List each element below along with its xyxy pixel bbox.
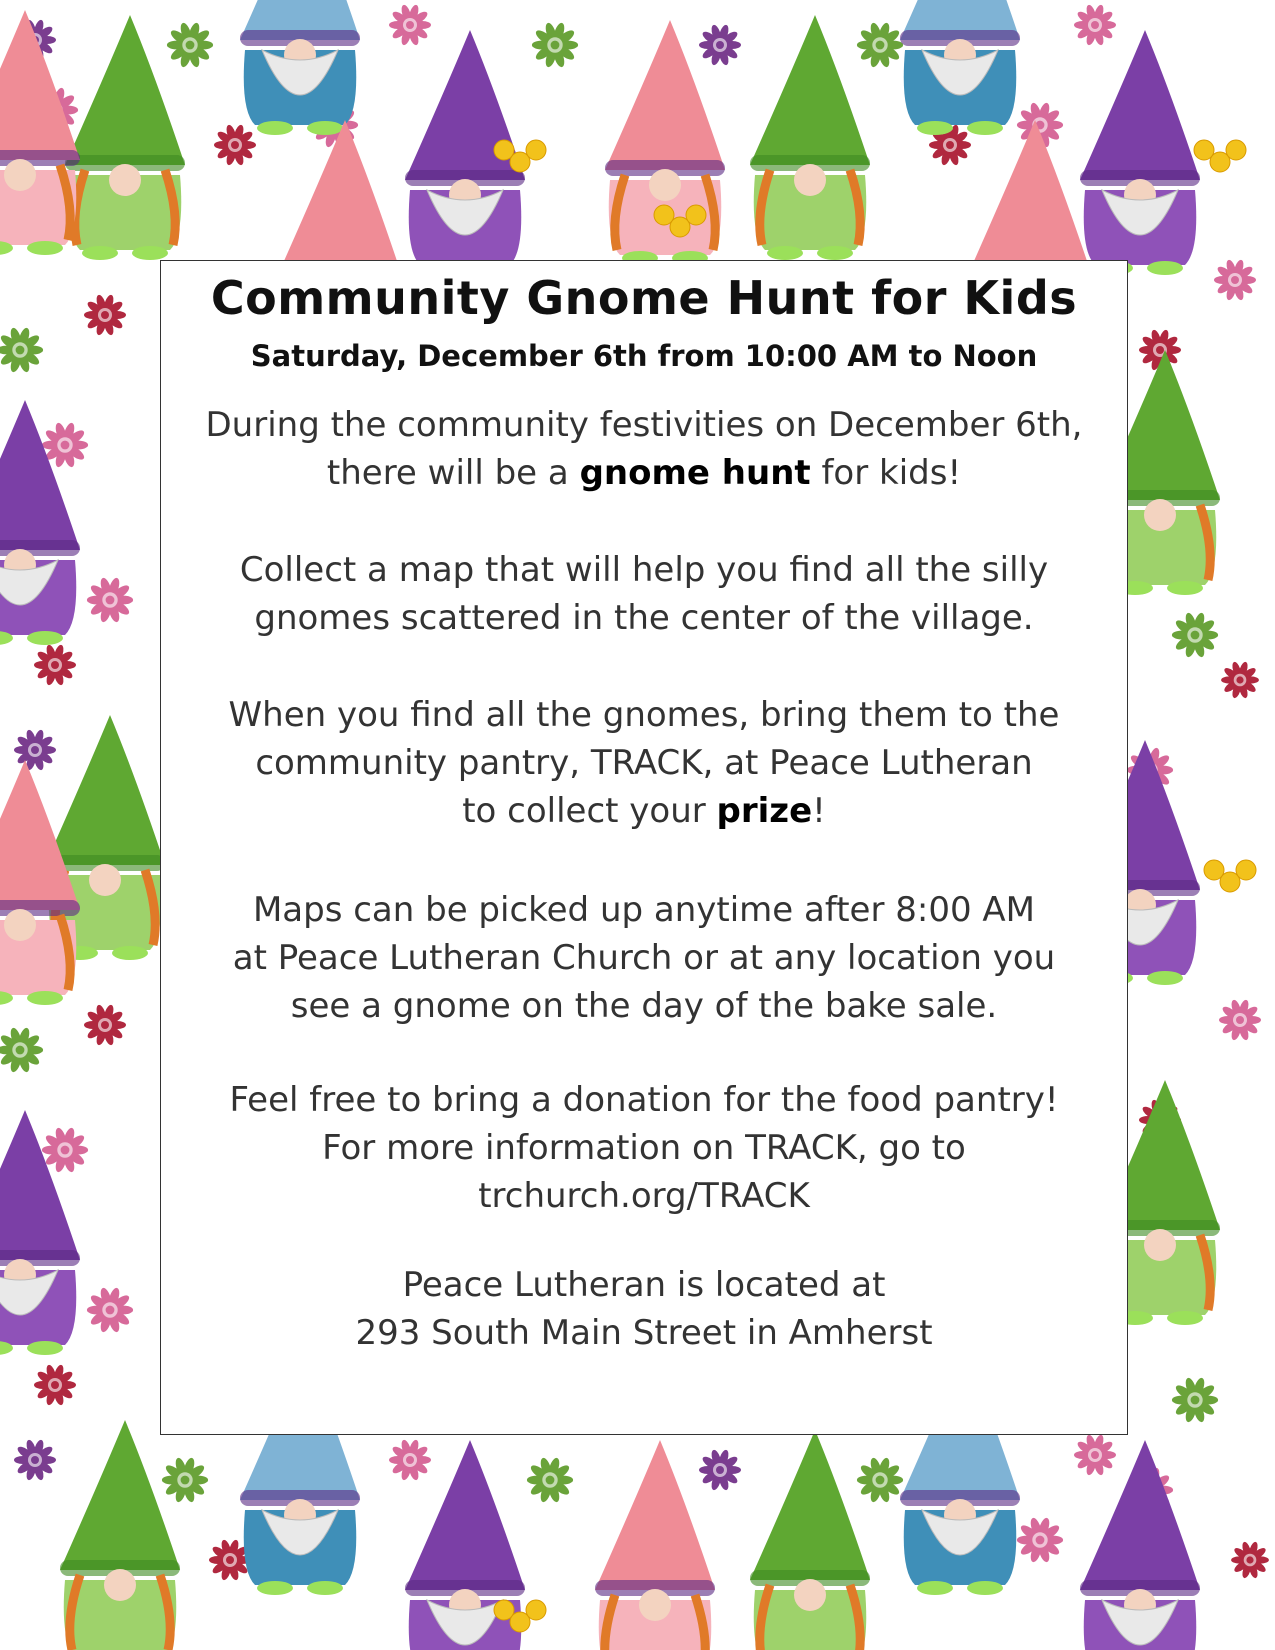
flower-icon <box>857 1457 903 1504</box>
flower-icon <box>1221 661 1259 699</box>
gnome-hunt-emphasis: gnome hunt <box>579 453 811 493</box>
flower-icon <box>162 1457 208 1504</box>
flower-icon <box>699 24 741 66</box>
event-date: Saturday, December 6th from 10:00 AM to Noon <box>250 339 1038 373</box>
gnome-icon <box>750 1430 870 1650</box>
flower-icon <box>1219 999 1261 1041</box>
street-address: 293 South Main Street in Amherst <box>355 1313 933 1353</box>
flower-icon <box>14 729 56 771</box>
intro-paragraph <box>161 401 1127 497</box>
map-paragraph <box>161 546 1127 642</box>
gnome-icon <box>240 0 360 135</box>
gnome-icon <box>0 760 80 1005</box>
flower-icon <box>14 1439 56 1481</box>
prize-line-1: When you find all the gnomes, bring them to the <box>228 695 1060 735</box>
prize-paragraph <box>161 691 1127 835</box>
flower-icon <box>1017 1517 1063 1564</box>
flower-icon <box>532 22 578 69</box>
location-paragraph <box>161 1261 1127 1357</box>
gnome-icon <box>65 15 185 260</box>
flower-icon <box>84 1004 126 1046</box>
gnome-icon <box>595 1440 715 1650</box>
daffodil-icon <box>1194 140 1246 172</box>
flower-icon <box>527 1457 573 1504</box>
flower-icon <box>87 577 133 624</box>
donation-paragraph <box>161 1076 1127 1220</box>
flower-icon <box>389 1439 431 1481</box>
flyer-title: Community Gnome Hunt for Kids <box>210 271 1078 325</box>
location-line-1: Peace Lutheran is located at <box>402 1265 886 1305</box>
flower-icon <box>1214 259 1256 301</box>
prize-line-3: to collect your prize! <box>462 791 826 831</box>
flower-icon <box>857 22 903 69</box>
intro-line-1: During the community festivities on December 6th, <box>205 405 1083 445</box>
flower-icon <box>84 294 126 336</box>
track-website: trchurch.org/TRACK <box>478 1176 810 1216</box>
donation-line-2: For more information on TRACK, go to <box>322 1128 966 1168</box>
flower-icon <box>1172 612 1218 659</box>
pickup-line-2: at Peace Lutheran Church or at any location you <box>232 938 1056 978</box>
gnome-icon <box>750 15 870 260</box>
flower-icon <box>389 4 431 46</box>
donation-line-1: Feel free to bring a donation for the food pantry! <box>229 1080 1059 1120</box>
flower-icon <box>87 1287 133 1334</box>
flower-icon <box>42 1127 88 1174</box>
flower-icon <box>1231 1541 1269 1579</box>
flower-icon <box>214 124 256 166</box>
flower-icon <box>0 1027 43 1074</box>
flyer-card <box>160 260 1128 1435</box>
intro-line-2: there will be a gnome hunt for kids! <box>326 453 962 493</box>
flower-icon <box>0 327 43 374</box>
daffodil-icon <box>1204 860 1256 892</box>
flower-icon <box>34 1364 76 1406</box>
flower-icon <box>1074 1434 1116 1476</box>
pickup-line-3: see a gnome on the day of the bake sale. <box>290 986 998 1026</box>
gnome-icon <box>60 1420 180 1650</box>
gnome-icon <box>1080 30 1200 275</box>
prize-line-2: community pantry, TRACK, at Peace Lutheran <box>255 743 1033 783</box>
pickup-line-1: Maps can be picked up anytime after 8:00 AM <box>252 890 1036 930</box>
flower-icon <box>699 1449 741 1491</box>
prize-emphasis: prize <box>716 791 813 831</box>
pickup-paragraph <box>161 886 1127 1030</box>
flower-icon <box>1172 1377 1218 1424</box>
map-line-1: Collect a map that will help you find all the silly <box>239 550 1049 590</box>
flower-icon <box>34 644 76 686</box>
gnome-icon <box>900 0 1020 135</box>
flower-icon <box>1074 4 1116 46</box>
map-line-2: gnomes scattered in the center of the village. <box>254 598 1034 638</box>
flower-icon <box>167 22 213 69</box>
